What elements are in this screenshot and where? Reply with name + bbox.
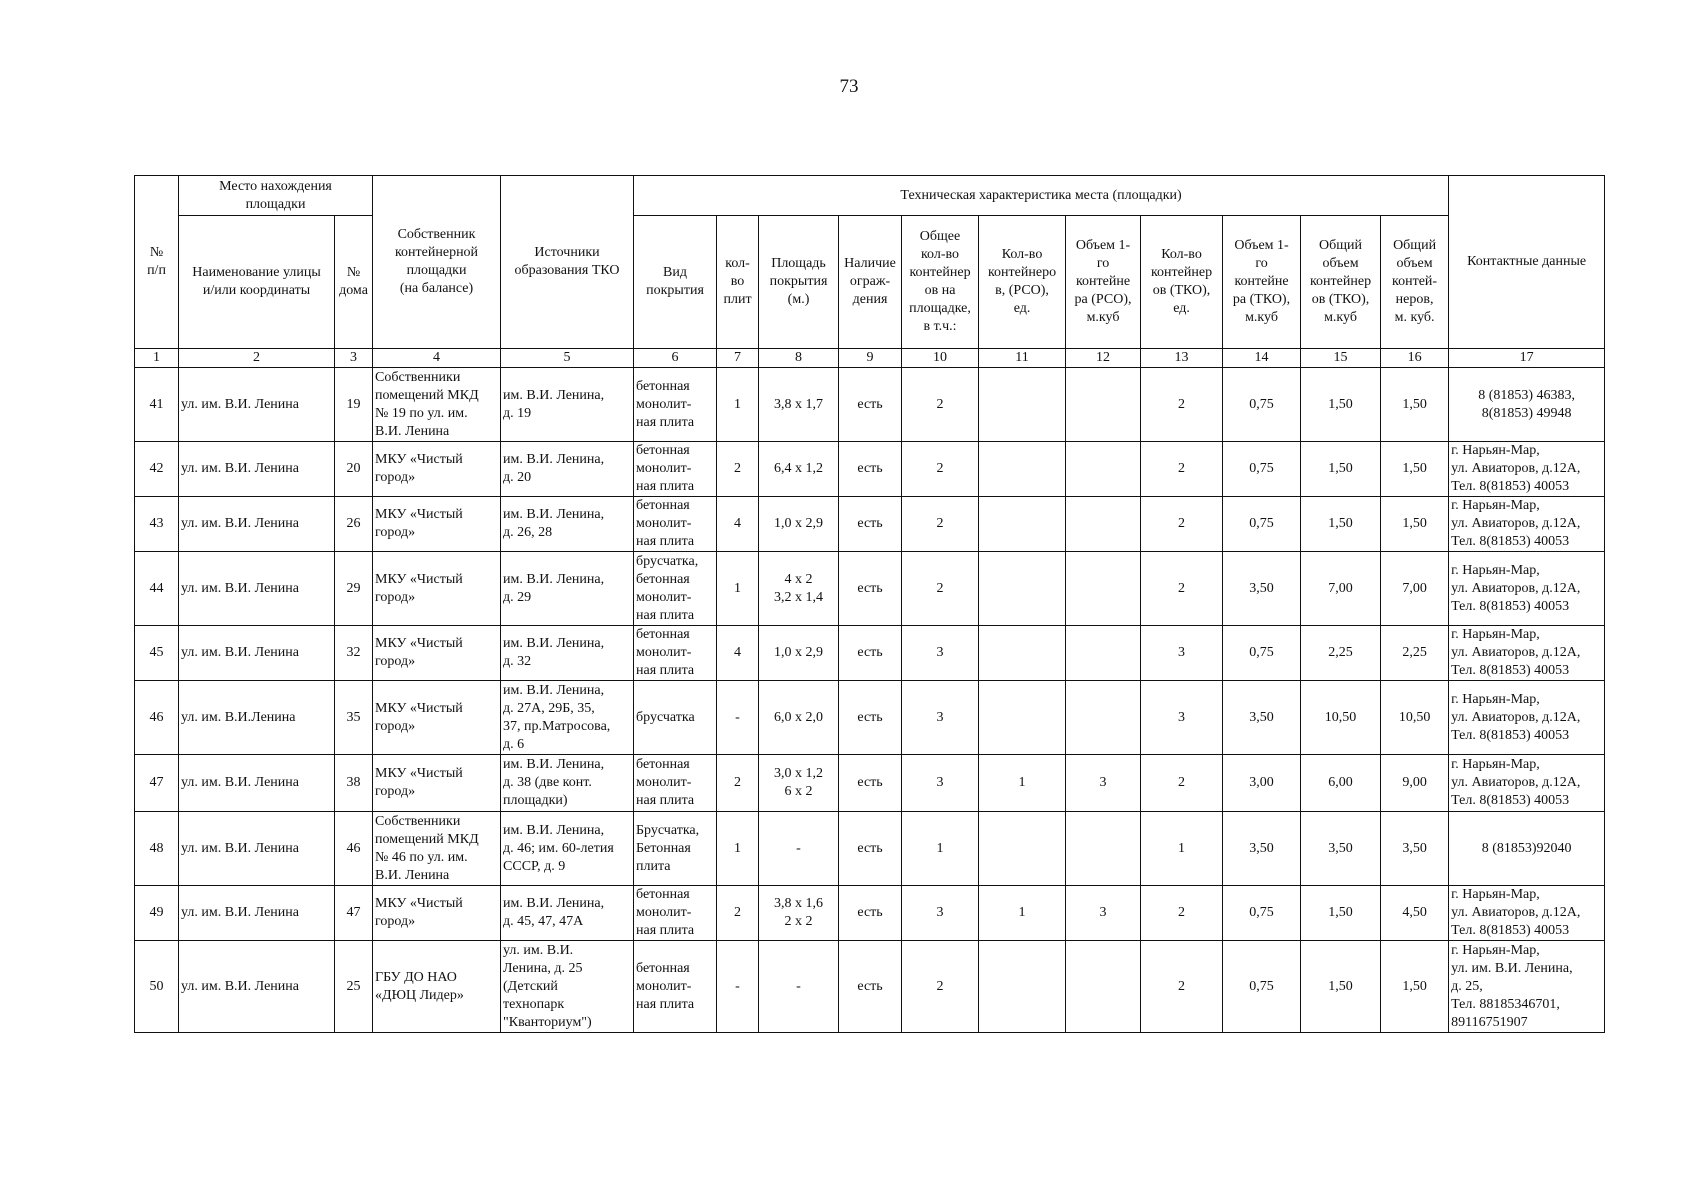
- owner-cell: ГБУ ДО НАО «ДЮЦ Лидер»: [373, 941, 501, 1033]
- house-number-cell: 20: [335, 442, 373, 497]
- owner-cell: МКУ «Чистый город»: [373, 681, 501, 755]
- total-volume-cell: 1,50: [1381, 442, 1449, 497]
- tko-total-volume-cell: 1,50: [1301, 368, 1381, 442]
- tko-volume-cell: 3,50: [1223, 681, 1301, 755]
- fence-cell: есть: [839, 941, 902, 1033]
- fence-cell: есть: [839, 812, 902, 886]
- header-owner: Собственник контейнерной площадки (на балансе): [373, 176, 501, 349]
- fence-cell: есть: [839, 442, 902, 497]
- slab-count-cell: 4: [717, 497, 759, 552]
- column-number-cell: 1: [135, 349, 179, 368]
- header-total-containers: Общее кол-во контейнер ов на площадке, в т.ч.:: [902, 216, 979, 349]
- column-number-cell: 16: [1381, 349, 1449, 368]
- surface-type-cell: брусчатка: [634, 681, 717, 755]
- fence-cell: есть: [839, 681, 902, 755]
- area-cell: -: [759, 941, 839, 1033]
- tko-volume-cell: 3,50: [1223, 812, 1301, 886]
- area-cell: 1,0 х 2,9: [759, 626, 839, 681]
- table-row: [135, 626, 1605, 681]
- total-containers-cell: 2: [902, 552, 979, 626]
- total-volume-cell: 7,00: [1381, 552, 1449, 626]
- table-body: [135, 368, 1605, 1033]
- owner-cell: МКУ «Чистый город»: [373, 626, 501, 681]
- tko-total-volume-cell: 10,50: [1301, 681, 1381, 755]
- street-cell: ул. им. В.И.Ленина: [179, 681, 335, 755]
- owner-cell: МКУ «Чистый город»: [373, 442, 501, 497]
- sources-cell: им. В.И. Ленина, д. 26, 28: [501, 497, 634, 552]
- column-number-cell: 8: [759, 349, 839, 368]
- total-containers-cell: 2: [902, 442, 979, 497]
- sources-cell: им. В.И. Ленина, д. 27А, 29Б, 35, 37, пр.Матросова, д. 6: [501, 681, 634, 755]
- fence-cell: есть: [839, 552, 902, 626]
- sources-cell: им. В.И. Ленина, д. 32: [501, 626, 634, 681]
- table-row: [135, 497, 1605, 552]
- total-containers-cell: 1: [902, 812, 979, 886]
- contacts-cell: г. Нарьян-Мар, ул. Авиаторов, д.12А, Тел. 8(81853) 40053: [1449, 552, 1605, 626]
- header-rso-count: Кол-во контейнеро в, (РСО), ед.: [979, 216, 1066, 349]
- tko-count-cell: 3: [1141, 681, 1223, 755]
- street-cell: ул. им. В.И. Ленина: [179, 497, 335, 552]
- tko-volume-cell: 0,75: [1223, 497, 1301, 552]
- area-cell: -: [759, 812, 839, 886]
- row-number-cell: 50: [135, 941, 179, 1033]
- fence-cell: есть: [839, 626, 902, 681]
- street-cell: ул. им. В.И. Ленина: [179, 626, 335, 681]
- rso-count-cell: 1: [979, 755, 1066, 812]
- surface-type-cell: бетонная монолит- ная плита: [634, 497, 717, 552]
- rso-count-cell: [979, 941, 1066, 1033]
- column-number-cell: 5: [501, 349, 634, 368]
- column-number-cell: 4: [373, 349, 501, 368]
- total-containers-cell: 3: [902, 626, 979, 681]
- slab-count-cell: 2: [717, 755, 759, 812]
- slab-count-cell: 4: [717, 626, 759, 681]
- total-containers-cell: 3: [902, 755, 979, 812]
- column-number-cell: 17: [1449, 349, 1605, 368]
- rso-volume-cell: [1066, 941, 1141, 1033]
- total-volume-cell: 4,50: [1381, 886, 1449, 941]
- tko-count-cell: 2: [1141, 886, 1223, 941]
- total-volume-cell: 1,50: [1381, 368, 1449, 442]
- area-cell: 4 х 2 3,2 х 1,4: [759, 552, 839, 626]
- tko-volume-cell: 3,50: [1223, 552, 1301, 626]
- rso-count-cell: [979, 442, 1066, 497]
- header-street: Наименование улицы и/или координаты: [179, 216, 335, 349]
- sources-cell: им. В.И. Ленина, д. 29: [501, 552, 634, 626]
- tko-volume-cell: 0,75: [1223, 886, 1301, 941]
- header-row-number: № п/п: [135, 176, 179, 349]
- table-row: [135, 552, 1605, 626]
- total-volume-cell: 1,50: [1381, 941, 1449, 1033]
- contacts-cell: г. Нарьян-Мар, ул. Авиаторов, д.12А, Тел. 8(81853) 40053: [1449, 681, 1605, 755]
- contacts-cell: г. Нарьян-Мар, ул. Авиаторов, д.12А, Тел. 8(81853) 40053: [1449, 442, 1605, 497]
- row-number-cell: 43: [135, 497, 179, 552]
- street-cell: ул. им. В.И. Ленина: [179, 941, 335, 1033]
- header-area: Площадь покрытия (м.): [759, 216, 839, 349]
- table-row: [135, 681, 1605, 755]
- contacts-cell: г. Нарьян-Мар, ул. Авиаторов, д.12А, Тел. 8(81853) 40053: [1449, 497, 1605, 552]
- column-number-row: [135, 349, 1605, 368]
- header-tko-volume: Объем 1- го контейне ра (ТКО), м.куб: [1223, 216, 1301, 349]
- fence-cell: есть: [839, 886, 902, 941]
- rso-count-cell: [979, 626, 1066, 681]
- slab-count-cell: -: [717, 681, 759, 755]
- owner-cell: МКУ «Чистый город»: [373, 886, 501, 941]
- sources-cell: ул. им. В.И. Ленина, д. 25 (Детский технопарк "Кванториум"): [501, 941, 634, 1033]
- total-volume-cell: 3,50: [1381, 812, 1449, 886]
- total-containers-cell: 3: [902, 886, 979, 941]
- rso-count-cell: [979, 552, 1066, 626]
- owner-cell: МКУ «Чистый город»: [373, 552, 501, 626]
- owner-cell: МКУ «Чистый город»: [373, 497, 501, 552]
- header-rso-volume: Объем 1- го контейне ра (РСО), м.куб: [1066, 216, 1141, 349]
- sources-cell: им. В.И. Ленина, д. 45, 47, 47А: [501, 886, 634, 941]
- house-number-cell: 26: [335, 497, 373, 552]
- table-row: [135, 442, 1605, 497]
- house-number-cell: 32: [335, 626, 373, 681]
- total-containers-cell: 2: [902, 941, 979, 1033]
- tko-count-cell: 2: [1141, 552, 1223, 626]
- column-number-cell: 12: [1066, 349, 1141, 368]
- rso-volume-cell: [1066, 497, 1141, 552]
- column-number-cell: 14: [1223, 349, 1301, 368]
- column-number-cell: 11: [979, 349, 1066, 368]
- row-number-cell: 49: [135, 886, 179, 941]
- owner-cell: Собственники помещений МКД № 19 по ул. им. В.И. Ленина: [373, 368, 501, 442]
- table-row: [135, 368, 1605, 442]
- column-number-cell: 7: [717, 349, 759, 368]
- slab-count-cell: 1: [717, 368, 759, 442]
- rso-volume-cell: [1066, 812, 1141, 886]
- column-number-cell: 3: [335, 349, 373, 368]
- tko-total-volume-cell: 1,50: [1301, 497, 1381, 552]
- area-cell: 6,4 х 1,2: [759, 442, 839, 497]
- owner-cell: МКУ «Чистый город»: [373, 755, 501, 812]
- column-number-cell: 9: [839, 349, 902, 368]
- surface-type-cell: Брусчатка, Бетонная плита: [634, 812, 717, 886]
- surface-type-cell: брусчатка, бетонная монолит- ная плита: [634, 552, 717, 626]
- street-cell: ул. им. В.И. Ленина: [179, 812, 335, 886]
- row-number-cell: 45: [135, 626, 179, 681]
- row-number-cell: 47: [135, 755, 179, 812]
- table-row: [135, 812, 1605, 886]
- surface-type-cell: бетонная монолит- ная плита: [634, 442, 717, 497]
- tko-volume-cell: 0,75: [1223, 442, 1301, 497]
- rso-volume-cell: [1066, 442, 1141, 497]
- total-containers-cell: 2: [902, 368, 979, 442]
- rso-count-cell: [979, 681, 1066, 755]
- contacts-cell: г. Нарьян-Мар, ул. Авиаторов, д.12А, Тел. 8(81853) 40053: [1449, 886, 1605, 941]
- tko-count-cell: 2: [1141, 755, 1223, 812]
- street-cell: ул. им. В.И. Ленина: [179, 368, 335, 442]
- rso-volume-cell: [1066, 552, 1141, 626]
- row-number-cell: 48: [135, 812, 179, 886]
- tko-count-cell: 1: [1141, 812, 1223, 886]
- row-number-cell: 41: [135, 368, 179, 442]
- tko-count-cell: 2: [1141, 368, 1223, 442]
- row-number-cell: 44: [135, 552, 179, 626]
- area-cell: 6,0 х 2,0: [759, 681, 839, 755]
- slab-count-cell: 1: [717, 552, 759, 626]
- rso-count-cell: [979, 812, 1066, 886]
- tko-count-cell: 3: [1141, 626, 1223, 681]
- sources-cell: им. В.И. Ленина, д. 20: [501, 442, 634, 497]
- house-number-cell: 46: [335, 812, 373, 886]
- contacts-cell: 8 (81853) 46383, 8(81853) 49948: [1449, 368, 1605, 442]
- tko-total-volume-cell: 1,50: [1301, 941, 1381, 1033]
- surface-type-cell: бетонная монолит- ная плита: [634, 755, 717, 812]
- total-containers-cell: 2: [902, 497, 979, 552]
- header-sources: Источники образования ТКО: [501, 176, 634, 349]
- house-number-cell: 29: [335, 552, 373, 626]
- rso-volume-cell: 3: [1066, 755, 1141, 812]
- tko-total-volume-cell: 7,00: [1301, 552, 1381, 626]
- header-slabs: кол- во плит: [717, 216, 759, 349]
- header-contacts: Контактные данные: [1449, 176, 1605, 349]
- tko-count-cell: 2: [1141, 497, 1223, 552]
- rso-count-cell: [979, 368, 1066, 442]
- street-cell: ул. им. В.И. Ленина: [179, 886, 335, 941]
- area-cell: 3,0 х 1,2 6 х 2: [759, 755, 839, 812]
- header-technical-group: Техническая характеристика места (площадки): [634, 176, 1449, 216]
- header-tko-count: Кол-во контейнер ов (ТКО), ед.: [1141, 216, 1223, 349]
- surface-type-cell: бетонная монолит- ная плита: [634, 368, 717, 442]
- rso-count-cell: [979, 497, 1066, 552]
- tko-total-volume-cell: 1,50: [1301, 442, 1381, 497]
- rso-volume-cell: [1066, 626, 1141, 681]
- row-number-cell: 42: [135, 442, 179, 497]
- contacts-cell: г. Нарьян-Мар, ул. им. В.И. Ленина, д. 25, Тел. 88185346701, 89116751907: [1449, 941, 1605, 1033]
- header-location-group: Место нахождения площадки: [179, 176, 373, 216]
- rso-volume-cell: 3: [1066, 886, 1141, 941]
- surface-type-cell: бетонная монолит- ная плита: [634, 886, 717, 941]
- waste-site-registry-table: [134, 175, 1605, 1033]
- header-surface: Вид покрытия: [634, 216, 717, 349]
- rso-volume-cell: [1066, 681, 1141, 755]
- column-number-cell: 2: [179, 349, 335, 368]
- tko-volume-cell: 0,75: [1223, 626, 1301, 681]
- rso-volume-cell: [1066, 368, 1141, 442]
- surface-type-cell: бетонная монолит- ная плита: [634, 626, 717, 681]
- tko-total-volume-cell: 2,25: [1301, 626, 1381, 681]
- column-number-cell: 13: [1141, 349, 1223, 368]
- area-cell: 3,8 х 1,6 2 х 2: [759, 886, 839, 941]
- sources-cell: им. В.И. Ленина, д. 46; им. 60-летия СССР, д. 9: [501, 812, 634, 886]
- contacts-cell: 8 (81853)92040: [1449, 812, 1605, 886]
- tko-volume-cell: 3,00: [1223, 755, 1301, 812]
- street-cell: ул. им. В.И. Ленина: [179, 755, 335, 812]
- header-house: № дома: [335, 216, 373, 349]
- rso-count-cell: 1: [979, 886, 1066, 941]
- page-number: 73: [839, 76, 859, 97]
- header-tko-total-volume: Общий объем контейнер ов (ТКО), м.куб: [1301, 216, 1381, 349]
- house-number-cell: 35: [335, 681, 373, 755]
- fence-cell: есть: [839, 497, 902, 552]
- row-number-cell: 46: [135, 681, 179, 755]
- tko-total-volume-cell: 6,00: [1301, 755, 1381, 812]
- owner-cell: Собственники помещений МКД № 46 по ул. им. В.И. Ленина: [373, 812, 501, 886]
- house-number-cell: 19: [335, 368, 373, 442]
- tko-total-volume-cell: 1,50: [1301, 886, 1381, 941]
- total-volume-cell: 9,00: [1381, 755, 1449, 812]
- table-row: [135, 941, 1605, 1033]
- sources-cell: им. В.И. Ленина, д. 19: [501, 368, 634, 442]
- tko-total-volume-cell: 3,50: [1301, 812, 1381, 886]
- table-row: [135, 886, 1605, 941]
- house-number-cell: 38: [335, 755, 373, 812]
- slab-count-cell: 2: [717, 442, 759, 497]
- contacts-cell: г. Нарьян-Мар, ул. Авиаторов, д.12А, Тел. 8(81853) 40053: [1449, 755, 1605, 812]
- slab-count-cell: -: [717, 941, 759, 1033]
- header-fence: Наличие ограж- дения: [839, 216, 902, 349]
- tko-volume-cell: 0,75: [1223, 368, 1301, 442]
- surface-type-cell: бетонная монолит- ная плита: [634, 941, 717, 1033]
- fence-cell: есть: [839, 755, 902, 812]
- tko-count-cell: 2: [1141, 941, 1223, 1033]
- column-number-cell: 6: [634, 349, 717, 368]
- tko-volume-cell: 0,75: [1223, 941, 1301, 1033]
- total-volume-cell: 2,25: [1381, 626, 1449, 681]
- street-cell: ул. им. В.И. Ленина: [179, 442, 335, 497]
- house-number-cell: 25: [335, 941, 373, 1033]
- header-total-volume: Общий объем контей- неров, м. куб.: [1381, 216, 1449, 349]
- tko-count-cell: 2: [1141, 442, 1223, 497]
- area-cell: 3,8 х 1,7: [759, 368, 839, 442]
- contacts-cell: г. Нарьян-Мар, ул. Авиаторов, д.12А, Тел. 8(81853) 40053: [1449, 626, 1605, 681]
- sources-cell: им. В.И. Ленина, д. 38 (две конт. площадки): [501, 755, 634, 812]
- column-number-cell: 15: [1301, 349, 1381, 368]
- total-volume-cell: 1,50: [1381, 497, 1449, 552]
- total-volume-cell: 10,50: [1381, 681, 1449, 755]
- fence-cell: есть: [839, 368, 902, 442]
- street-cell: ул. им. В.И. Ленина: [179, 552, 335, 626]
- house-number-cell: 47: [335, 886, 373, 941]
- table-row: [135, 755, 1605, 812]
- total-containers-cell: 3: [902, 681, 979, 755]
- area-cell: 1,0 х 2,9: [759, 497, 839, 552]
- column-number-cell: 10: [902, 349, 979, 368]
- slab-count-cell: 2: [717, 886, 759, 941]
- slab-count-cell: 1: [717, 812, 759, 886]
